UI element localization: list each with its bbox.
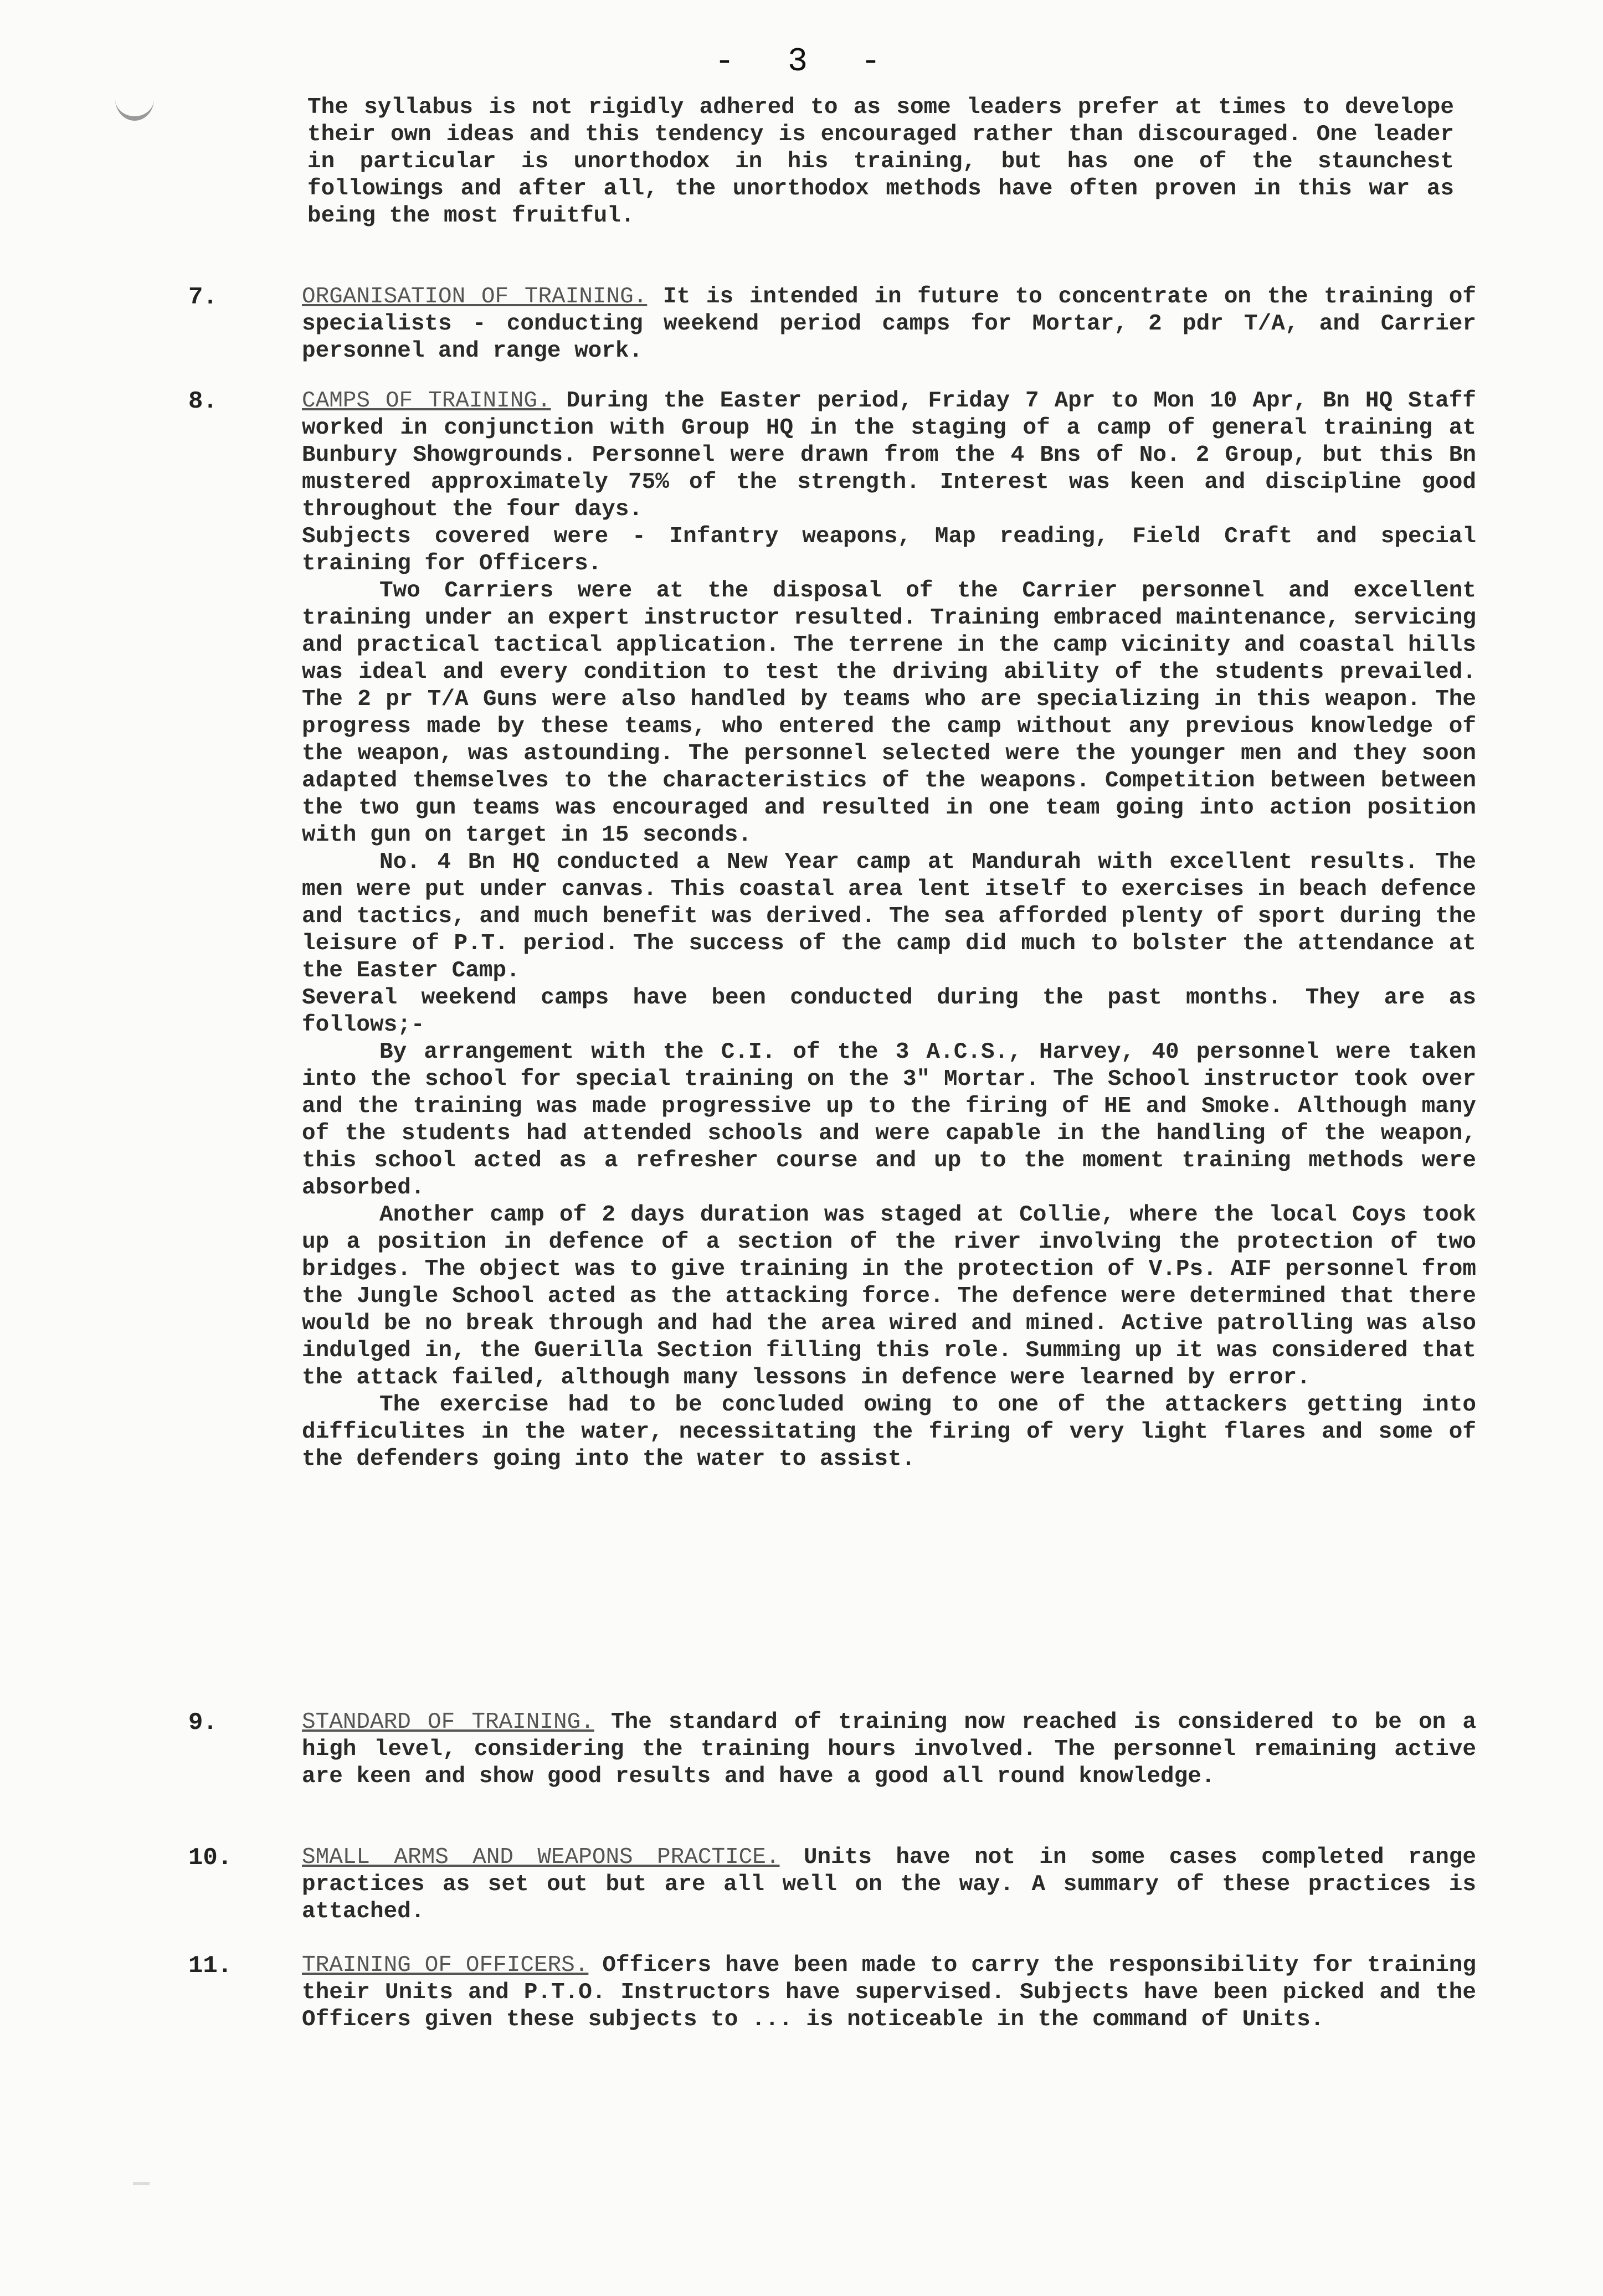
section-paragraph: No. 4 Bn HQ conducted a New Year camp at Mandurah with excellent results. The men were put under canvas. This coastal area lent itself to exercises in beach defence and tactics, and much benefit was derived. The sea afforded plenty of sport during the leisure of P.T. period. The success of the camp did much to bolster the attendance at the Easter Camp. xyxy=(302,850,1476,984)
paragraph-text: Units have not in some cases completed range practices as set out but are all well on the way. A summary of these practices is attached. xyxy=(302,1845,1477,1924)
section-paragraph xyxy=(302,1709,1476,1790)
paragraph-text: The standard of training now reached is considered to be on a high level, considering the training hours involved. The personnel remaining active are keen and show good results and have a good all round knowledge. xyxy=(302,1710,1476,1789)
section-heading: ORGANISATION OF TRAINING. xyxy=(302,284,648,310)
scan-mark xyxy=(133,2182,150,2185)
section-paragraph: The exercise had to be concluded owing to one of the attackers getting into difficulites in the water, necessitating the firing of very light flares and some of the defenders going into the water to assist. xyxy=(302,1392,1476,1472)
section-body xyxy=(302,1952,1476,2034)
section-number: 11. xyxy=(188,1952,233,1980)
section-paragraph: Another camp of 2 days duration was staged at Collie, where the local Coys took up a position in defence of a section of the river involving the protection of two bridges. The object was to give training in the protection of V.Ps. AIF personnel from the Jungle School acted as the attacking force. The defence were determined that there would be no break through and had the area wired and mined. Active patrolling was also indulged in, the Guerilla Section filling this role. Summing up it was considered that the attack failed, although many lessons in defence were learned by error. xyxy=(302,1202,1476,1391)
section-body xyxy=(302,1844,1476,1926)
section-heading: STANDARD OF TRAINING. xyxy=(302,1710,594,1735)
page-number: - 3 - xyxy=(715,43,898,81)
paragraph-text: It is intended in future to concentrate on the training of specialists - conducting weekend period camps for Mortar, 2 pdr T/A, and Carrier personnel and range work. xyxy=(302,284,1476,364)
section-paragraph: Subjects covered were - Infantry weapons, Map reading, Field Craft and special training for Officers. xyxy=(302,524,1476,576)
section-paragraph xyxy=(302,1844,1476,1926)
section-paragraph xyxy=(302,284,1476,365)
section-paragraph xyxy=(302,388,1476,523)
section-body xyxy=(302,284,1476,365)
paragraph-text: Officers have been made to carry the responsibility for training their Units and P.T.O. Instructors have supervised. Subjects have been picked and the Officers given these subjects to ... is noticeable in the command of Units. xyxy=(302,1953,1477,2032)
section-heading: SMALL ARMS AND WEAPONS PRACTICE. xyxy=(302,1845,780,1870)
section-paragraph: By arrangement with the C.I. of the 3 A.C.S., Harvey, 40 personnel were taken into the school for special training on the 3" Mortar. The School instructor took over and the training was made progressive up to the firing of HE and Smoke. Although many of the students had attended schools and were capable in the handling of the weapon, this school acted as a refresher course and up to the moment training methods were absorbed. xyxy=(302,1039,1476,1201)
intro-paragraph: The syllabus is not rigidly adhered to as some leaders prefer at times to develope their own ideas and this tendency is encouraged rather than discouraged. One leader in particular is unorthodox in his training, but has one of the staunchest followings and after all, the unorthodox methods have often proven in this war as being the most fruitful. xyxy=(307,95,1454,229)
section-paragraph: Several weekend camps have been conducted during the past months. They are as follows;- xyxy=(302,985,1476,1038)
section-number: 8. xyxy=(188,388,218,415)
punch-hole-mark xyxy=(115,78,154,121)
section-heading: CAMPS OF TRAINING. xyxy=(302,388,551,414)
section-paragraph: Two Carriers were at the disposal of the Carrier personnel and excellent training under an expert instructor resulted. Training embraced maintenance, servicing and practical tactical application. The terrene in the camp vicinity and coastal hills was ideal and every condition to test the driving ability of the students prevailed. The 2 pr T/A Guns were also handled by teams who are specializing in this weapon. The progress made by these teams, who entered the camp without any previous knowledge of the weapon, was astounding. The personnel selected were the younger men and they soon adapted themselves to the characteristics of the weapons. Competition between between the two gun teams was encouraged and resulted in one team going into action position with gun on target in 15 seconds. xyxy=(302,578,1476,848)
section-heading: TRAINING OF OFFICERS. xyxy=(302,1953,589,1978)
section-number: 10. xyxy=(188,1844,233,1872)
section-number: 7. xyxy=(188,284,218,311)
section-body xyxy=(302,388,1476,1473)
section-body xyxy=(302,1709,1476,1790)
paragraph-text: During the Easter period, Friday 7 Apr to Mon 10 Apr, Bn HQ Staff worked in conjunction with Group HQ in the staging of a camp of general training at Bunbury Showgrounds. Personnel were drawn from the 4 Bns of No. 2 Group, but this Bn mustered approximately 75% of the strength. Interest was keen and discipline good throughout the four days. xyxy=(302,388,1476,522)
section-paragraph xyxy=(302,1952,1476,2034)
section-number: 9. xyxy=(188,1709,218,1737)
